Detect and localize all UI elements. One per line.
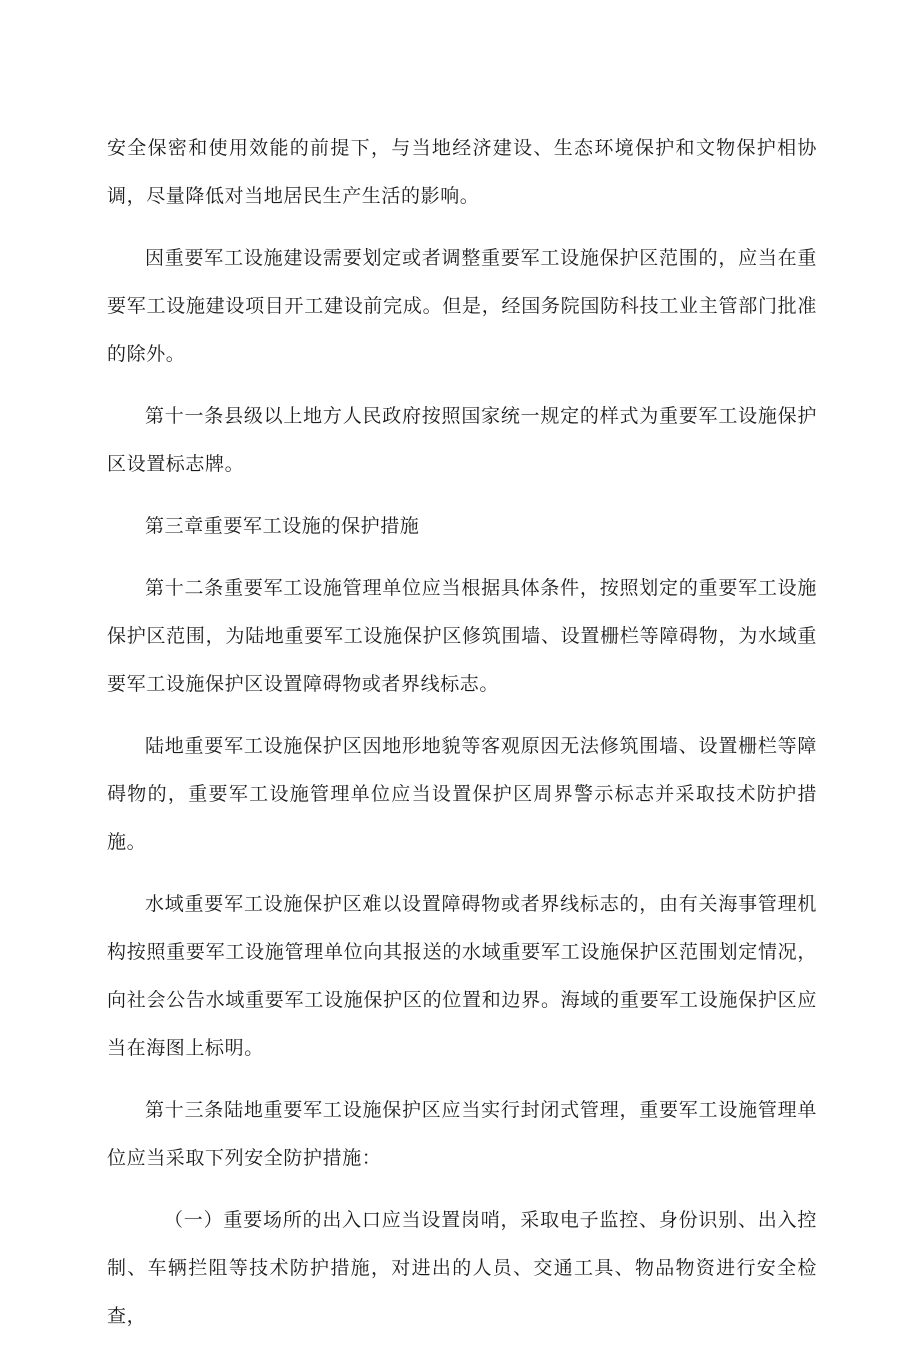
paragraph-water-zone-announcement: 水域重要军工设施保护区难以设置障碍物或者界线标志的，由有关海事管理机构按照重要军工设施管理单位向其报送的水域重要军工设施保护区范围划定情况，向社会公告水域重要军工设施保护区的位置和边界。海域的重要军工设施保护区应当在海图上标明。 xyxy=(107,893,817,1059)
paragraph-article-12: 第十二条重要军工设施管理单位应当根据具体条件，按照划定的重要军工设施保护区范围，为陆地重要军工设施保护区修筑围墙、设置栅栏等障碍物，为水域重要军工设施保护区设置障碍物或者界线标志。 xyxy=(107,577,817,695)
paragraph-land-zone-measures: 陆地重要军工设施保护区因地形地貌等客观原因无法修筑围墙、设置栅栏等障碍物的，重要军工设施管理单位应当设置保护区周界警示标志并采取技术防护措施。 xyxy=(107,735,817,853)
paragraph-article-11: 第十一条县级以上地方人民政府按照国家统一规定的样式为重要军工设施保护区设置标志牌。 xyxy=(107,405,817,475)
paragraph-article-13: 第十三条陆地重要军工设施保护区应当实行封闭式管理，重要军工设施管理单位应当采取下列安全防护措施： xyxy=(107,1099,817,1169)
paragraph-continuation: 安全保密和使用效能的前提下，与当地经济建设、生态环境保护和文物保护相协调，尽量降低对当地居民生产生活的影响。 xyxy=(107,137,817,207)
chapter-heading-3: 第三章重要军工设施的保护措施 xyxy=(145,515,420,537)
document-body xyxy=(107,124,817,1354)
list-item-1: （一）重要场所的出入口应当设置岗哨，采取电子监控、身份识别、出入控制、车辆拦阻等技术防护措施，对进出的人员、交通工具、物品物资进行安全检查， xyxy=(107,1209,817,1327)
paragraph-zone-adjustment: 因重要军工设施建设需要划定或者调整重要军工设施保护区范围的，应当在重要军工设施建设项目开工建设前完成。但是，经国务院国防科技工业主管部门批准的除外。 xyxy=(107,247,817,365)
